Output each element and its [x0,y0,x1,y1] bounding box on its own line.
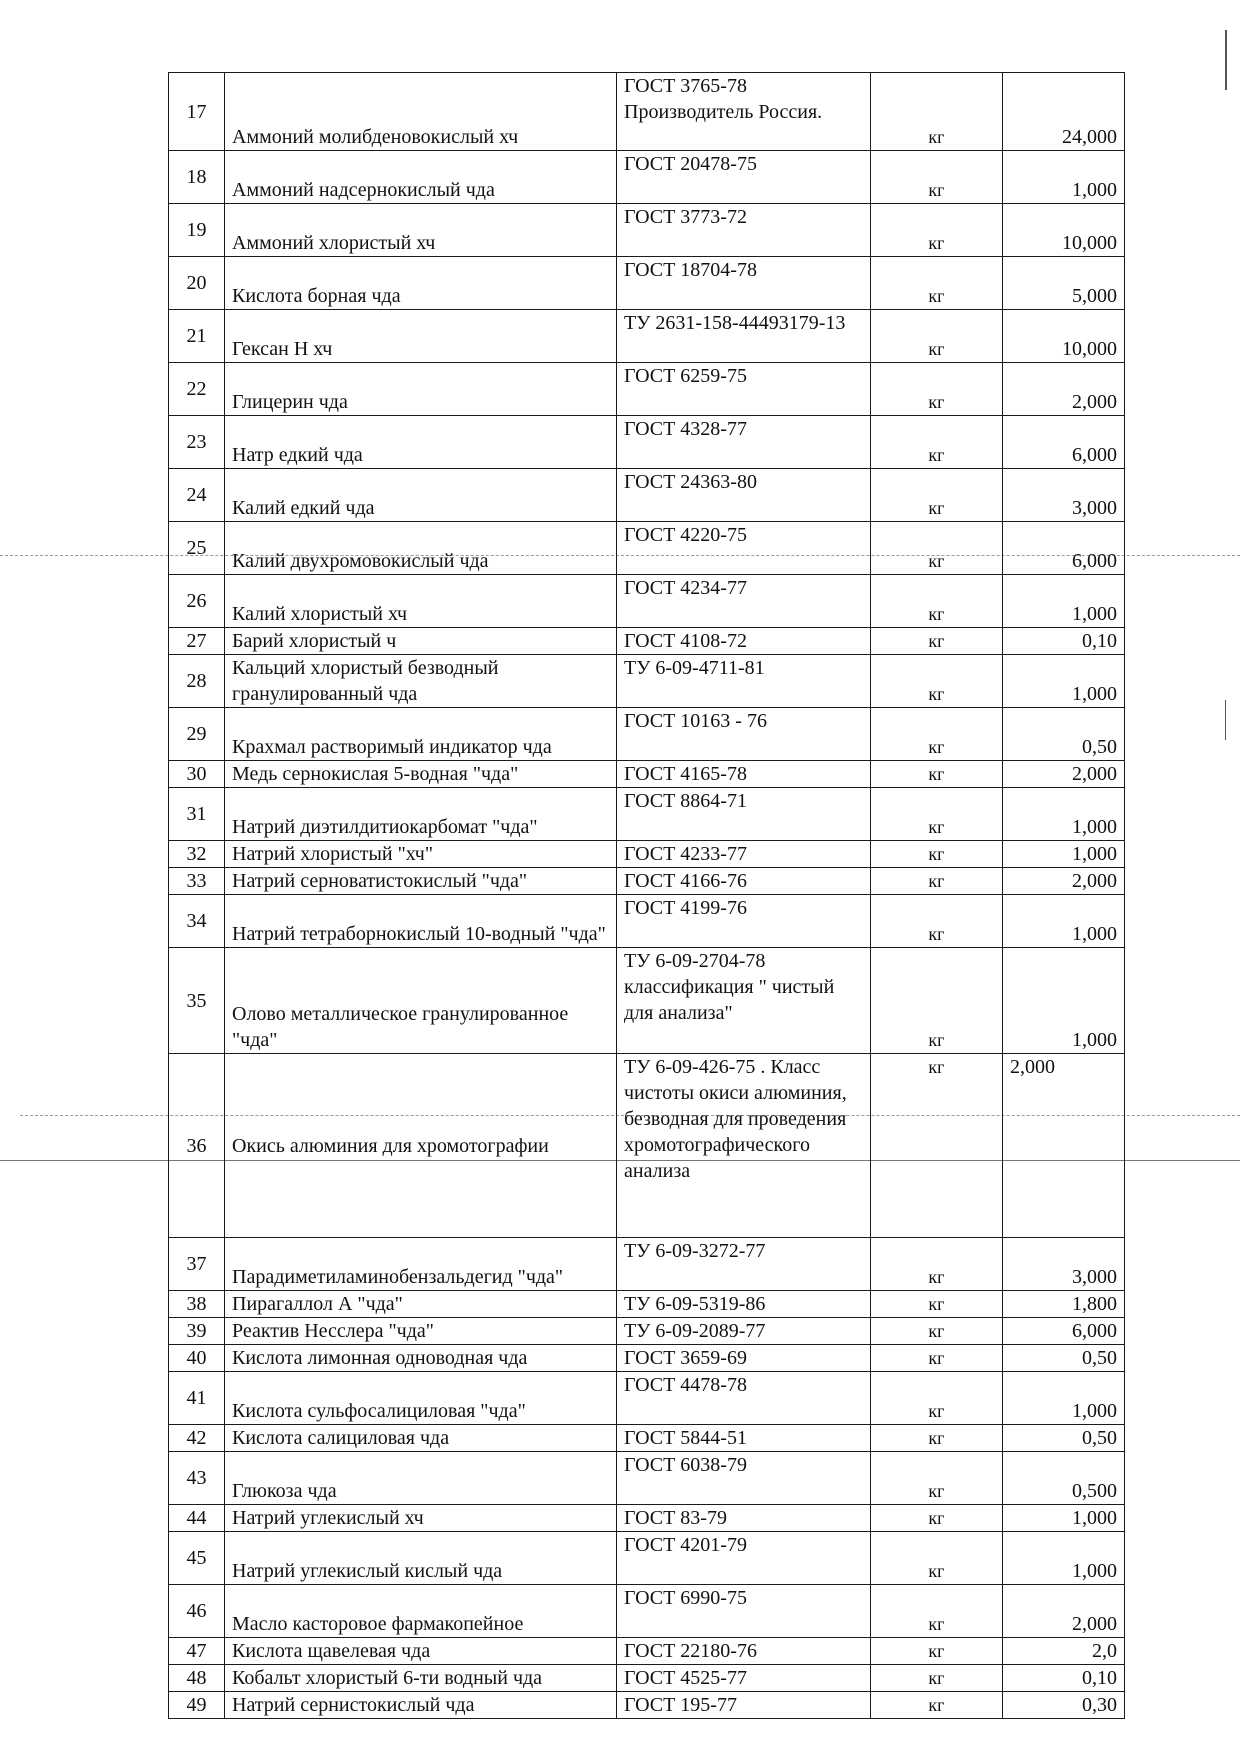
scan-edge-mark [1225,30,1227,90]
row-number: 37 [169,1238,225,1291]
standard-spec: ГОСТ 5844-51 [617,1425,871,1452]
row-number: 19 [169,204,225,257]
unit-cell: кг [871,761,1003,788]
unit-cell: кг [871,1452,1003,1505]
reagent-name: Олово металлическое гранулированное "чда" [225,948,617,1054]
reagents-table [168,72,1125,1719]
unit-cell: кг [871,868,1003,895]
reagent-name: Натрий диэтилдитиокарбомат "чда" [225,788,617,841]
reagents-table-body [169,73,1125,1719]
table-row [169,522,1125,575]
table-row [169,1318,1125,1345]
quantity-cell: 2,000 [1003,761,1125,788]
table-row [169,1372,1125,1425]
quantity-cell: 1,000 [1003,948,1125,1054]
unit-cell: кг [871,469,1003,522]
standard-spec: ГОСТ 3765-78 Производитель Россия. [617,73,871,151]
standard-spec: ГОСТ 4166-76 [617,868,871,895]
reagent-name: Калий двухромовокислый чда [225,522,617,575]
reagent-name: Барий хлористый ч [225,628,617,655]
standard-spec: ГОСТ 4233-77 [617,841,871,868]
row-number: 35 [169,948,225,1054]
unit-cell: кг [871,788,1003,841]
row-number: 34 [169,895,225,948]
row-number: 40 [169,1345,225,1372]
row-number: 30 [169,761,225,788]
table-row [169,151,1125,204]
unit-cell: кг [871,1318,1003,1345]
unit-cell: кг [871,1505,1003,1532]
reagent-name: Калий едкий чда [225,469,617,522]
quantity-cell: 0,50 [1003,1345,1125,1372]
standard-spec: ГОСТ 6990-75 [617,1585,871,1638]
row-number: 29 [169,708,225,761]
table-row [169,257,1125,310]
table-row [169,895,1125,948]
standard-spec: ТУ 6-09-5319-86 [617,1291,871,1318]
reagent-name: Окись алюминия для хромотографии [225,1054,617,1238]
table-row [169,788,1125,841]
quantity-cell: 0,10 [1003,1665,1125,1692]
table-row [169,708,1125,761]
unit-cell: кг [871,1238,1003,1291]
table-row [169,469,1125,522]
quantity-cell: 0,500 [1003,1452,1125,1505]
reagent-name: Медь сернокислая 5-водная "чда" [225,761,617,788]
standard-spec: ГОСТ 6038-79 [617,1452,871,1505]
quantity-cell: 1,000 [1003,575,1125,628]
reagent-name: Натрий тетраборнокислый 10-водный "чда" [225,895,617,948]
row-number: 36 [169,1054,225,1238]
row-number: 33 [169,868,225,895]
reagent-name: Калий хлористый хч [225,575,617,628]
row-number: 28 [169,655,225,708]
reagent-name: Гексан Н хч [225,310,617,363]
unit-cell: кг [871,363,1003,416]
row-number: 42 [169,1425,225,1452]
quantity-cell: 10,000 [1003,310,1125,363]
quantity-cell: 1,000 [1003,841,1125,868]
unit-cell: кг [871,257,1003,310]
table-row [169,1452,1125,1505]
reagent-name: Кислота сульфосалициловая "чда" [225,1372,617,1425]
table-row [169,1638,1125,1665]
standard-spec: ГОСТ 6259-75 [617,363,871,416]
table-row [169,841,1125,868]
reagent-name: Глюкоза чда [225,1452,617,1505]
standard-spec: ГОСТ 20478-75 [617,151,871,204]
quantity-cell: 6,000 [1003,1318,1125,1345]
standard-spec: ТУ 6-09-3272-77 [617,1238,871,1291]
unit-cell: кг [871,841,1003,868]
table-row [169,73,1125,151]
table-row [169,655,1125,708]
reagent-name: Аммоний хлористый хч [225,204,617,257]
quantity-cell: 1,000 [1003,1372,1125,1425]
unit-cell: кг [871,204,1003,257]
reagent-name: Натрий сернистокислый чда [225,1692,617,1719]
table-row [169,1692,1125,1719]
quantity-cell: 6,000 [1003,416,1125,469]
reagent-name: Парадиметиламинобензальдегид "чда" [225,1238,617,1291]
standard-spec: ГОСТ 4220-75 [617,522,871,575]
row-number: 26 [169,575,225,628]
row-number: 39 [169,1318,225,1345]
quantity-cell: 3,000 [1003,1238,1125,1291]
unit-cell: кг [871,948,1003,1054]
unit-cell: кг [871,1425,1003,1452]
table-row [169,1665,1125,1692]
quantity-cell: 24,000 [1003,73,1125,151]
reagent-name: Кислота лимонная одноводная чда [225,1345,617,1372]
unit-cell: кг [871,1638,1003,1665]
quantity-cell: 1,000 [1003,1532,1125,1585]
quantity-cell: 5,000 [1003,257,1125,310]
quantity-cell: 0,50 [1003,708,1125,761]
unit-cell: кг [871,1665,1003,1692]
reagent-name: Аммоний надсернокислый чда [225,151,617,204]
quantity-cell: 0,10 [1003,628,1125,655]
table-row [169,363,1125,416]
unit-cell: кг [871,310,1003,363]
quantity-cell: 1,000 [1003,788,1125,841]
table-row [169,1345,1125,1372]
standard-spec: ГОСТ 4328-77 [617,416,871,469]
standard-spec: ТУ 6-09-2704-78 классификация " чистый для анализа" [617,948,871,1054]
table-row [169,948,1125,1054]
reagent-name: Аммоний молибденовокислый хч [225,73,617,151]
unit-cell: кг [871,1692,1003,1719]
row-number: 17 [169,73,225,151]
standard-spec: ГОСТ 22180-76 [617,1638,871,1665]
row-number: 20 [169,257,225,310]
reagent-name: Масло касторовое фармакопейное [225,1585,617,1638]
row-number: 23 [169,416,225,469]
quantity-cell: 0,50 [1003,1425,1125,1452]
quantity-cell: 2,000 [1003,1054,1125,1238]
quantity-cell: 2,000 [1003,1585,1125,1638]
unit-cell: кг [871,895,1003,948]
standard-spec: ГОСТ 18704-78 [617,257,871,310]
unit-cell: кг [871,1054,1003,1238]
table-row [169,1532,1125,1585]
unit-cell: кг [871,708,1003,761]
standard-spec: ТУ 6-09-4711-81 [617,655,871,708]
reagent-name: Кальций хлористый безводный гранулированный чда [225,655,617,708]
table-row [169,1505,1125,1532]
reagent-name: Кислота щавелевая чда [225,1638,617,1665]
standard-spec: ГОСТ 4478-78 [617,1372,871,1425]
table-row [169,310,1125,363]
reagent-name: Кислота салициловая чда [225,1425,617,1452]
row-number: 21 [169,310,225,363]
reagent-name: Кобальт хлористый 6-ти водный чда [225,1665,617,1692]
standard-spec: ГОСТ 83-79 [617,1505,871,1532]
quantity-cell: 3,000 [1003,469,1125,522]
quantity-cell: 0,30 [1003,1692,1125,1719]
reagent-name: Натр едкий чда [225,416,617,469]
standard-spec: ГОСТ 195-77 [617,1692,871,1719]
reagent-name: Кислота борная чда [225,257,617,310]
unit-cell: кг [871,151,1003,204]
row-number: 24 [169,469,225,522]
row-number: 43 [169,1452,225,1505]
quantity-cell: 2,0 [1003,1638,1125,1665]
quantity-cell: 1,800 [1003,1291,1125,1318]
unit-cell: кг [871,73,1003,151]
unit-cell: кг [871,1372,1003,1425]
unit-cell: кг [871,575,1003,628]
scan-edge-mark [1225,700,1226,740]
row-number: 46 [169,1585,225,1638]
standard-spec: ГОСТ 4199-76 [617,895,871,948]
table-row [169,628,1125,655]
row-number: 41 [169,1372,225,1425]
standard-spec: ГОСТ 24363-80 [617,469,871,522]
quantity-cell: 1,000 [1003,655,1125,708]
quantity-cell: 10,000 [1003,204,1125,257]
row-number: 47 [169,1638,225,1665]
standard-spec: ГОСТ 3659-69 [617,1345,871,1372]
table-row [169,1238,1125,1291]
table-row [169,868,1125,895]
row-number: 22 [169,363,225,416]
standard-spec: ТУ 6-09-426-75 . Класс чистоты окиси алюминия, безводная для проведения хромотографического анализа [617,1054,871,1238]
row-number: 31 [169,788,225,841]
reagent-name: Натрий углекислый хч [225,1505,617,1532]
reagent-name: Реактив Несслера "чда" [225,1318,617,1345]
table-row [169,1291,1125,1318]
standard-spec: ГОСТ 3773-72 [617,204,871,257]
row-number: 48 [169,1665,225,1692]
unit-cell: кг [871,1532,1003,1585]
reagent-name: Глицерин чда [225,363,617,416]
row-number: 38 [169,1291,225,1318]
table-row [169,1425,1125,1452]
quantity-cell: 2,000 [1003,868,1125,895]
unit-cell: кг [871,1345,1003,1372]
table-row [169,1585,1125,1638]
unit-cell: кг [871,1291,1003,1318]
row-number: 44 [169,1505,225,1532]
reagent-name: Натрий углекислый кислый чда [225,1532,617,1585]
row-number: 25 [169,522,225,575]
table-row [169,1054,1125,1238]
standard-spec: ГОСТ 4525-77 [617,1665,871,1692]
quantity-cell: 1,000 [1003,1505,1125,1532]
standard-spec: ГОСТ 4165-78 [617,761,871,788]
unit-cell: кг [871,655,1003,708]
table-row [169,416,1125,469]
row-number: 18 [169,151,225,204]
standard-spec: ТУ 6-09-2089-77 [617,1318,871,1345]
standard-spec: ГОСТ 10163 - 76 [617,708,871,761]
row-number: 27 [169,628,225,655]
row-number: 32 [169,841,225,868]
table-row [169,575,1125,628]
table-row [169,761,1125,788]
reagent-name: Натрий серноватистокислый "чда" [225,868,617,895]
standard-spec: ТУ 2631-158-44493179-13 [617,310,871,363]
quantity-cell: 1,000 [1003,895,1125,948]
unit-cell: кг [871,1585,1003,1638]
table-row [169,204,1125,257]
unit-cell: кг [871,628,1003,655]
quantity-cell: 1,000 [1003,151,1125,204]
standard-spec: ГОСТ 4201-79 [617,1532,871,1585]
reagent-name: Пирагаллол А "чда" [225,1291,617,1318]
standard-spec: ГОСТ 4234-77 [617,575,871,628]
quantity-cell: 6,000 [1003,522,1125,575]
quantity-cell: 2,000 [1003,363,1125,416]
row-number: 45 [169,1532,225,1585]
standard-spec: ГОСТ 4108-72 [617,628,871,655]
unit-cell: кг [871,416,1003,469]
unit-cell: кг [871,522,1003,575]
standard-spec: ГОСТ 8864-71 [617,788,871,841]
reagent-name: Натрий хлористый "хч" [225,841,617,868]
row-number: 49 [169,1692,225,1719]
reagent-name: Крахмал растворимый индикатор чда [225,708,617,761]
